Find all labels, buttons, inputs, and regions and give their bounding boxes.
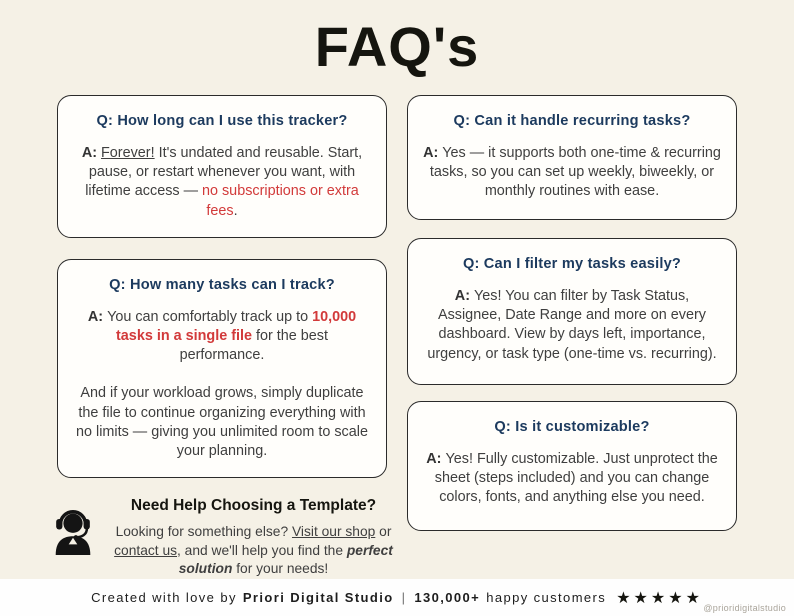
help-body-mid2: , and we'll help you find the [177,542,347,558]
answer-text [423,144,721,202]
answer-paragraph-2: And if your workload grows, simply duplicate the file to continue organizing everything with no limits — giving you unlimited room to scale your planning. [76,385,368,460]
footer-customer-count: 130,000+ [414,590,481,606]
answer-body: Yes — it supports both one-time & recurring tasks, so you can set up weekly, biweekly, or monthly routines with ease. [429,145,721,200]
answer-highlight-red: no subscriptions or extra fees [201,183,359,219]
answer-body: It's undated and reusable. Start, pause, or restart whenever you want, with lifetime access — [85,145,363,200]
help-heading: Need Help Choosing a Template? [130,497,377,515]
answer-body: Yes! You can filter by Task Status, Assignee, Date Range and more on every dashboard. View by days left, importance, urgency, or task type (one-time vs. recurring). [427,288,717,362]
left-column [57,95,393,579]
faq-columns [0,95,794,579]
answer-label: A: [426,451,446,467]
five-star-rating-icon: ★★★★★ [616,589,703,607]
help-emphasis: perfect solution [178,542,393,577]
footer-studio-name: Priori Digital Studio [242,590,394,606]
answer-label: A: [81,145,102,161]
help-body-mid: or [375,524,392,540]
answer-body-end: for the best performance. [179,328,328,364]
answer-text [73,308,371,461]
visit-shop-link[interactable]: Visit our shop [291,524,376,540]
question-text: Q: Can I filter my tasks easily? [462,256,682,272]
page-title: FAQ's [314,15,480,78]
faq-card-task-capacity [57,259,387,478]
answer-body: You can comfortably track up to [107,308,313,325]
answer-label: A: [454,288,474,304]
question-text: Q: How many tasks can I track? [109,276,335,293]
faq-card-usage-duration [57,95,387,238]
answer-text [73,144,371,221]
right-column [407,95,737,579]
social-handle: @prioridigitalstudio [703,603,786,614]
footer-separator: | [401,590,407,606]
question-text: Q: Can it handle recurring tasks? [453,113,691,129]
faq-card-recurring-tasks [407,95,737,220]
help-body-post: for your needs! [232,561,329,577]
help-body [105,523,402,579]
faq-card-filtering [407,238,737,385]
footer-credit-line [91,588,703,608]
answer-body: Yes! Fully customizable. Just unprotect the sheet (steps included) and you can change colors, fonts, and anything else you need. [434,451,718,506]
contact-us-link[interactable]: contact us [114,542,178,558]
headset-support-icon [48,505,98,555]
footer [0,579,794,616]
footer-customers-text: happy customers [486,590,607,606]
answer-text [423,287,721,364]
answer-label: A: [87,308,108,325]
footer-created-text: Created with love by [91,590,237,606]
help-section [57,497,402,579]
answer-underlined-text: Forever! [101,145,155,161]
answer-period: . [233,202,238,219]
answer-text [423,450,721,508]
answer-paragraph-1 [73,308,371,366]
question-text: Q: Is it customizable? [494,419,650,435]
help-body-pre: Looking for something else? [115,524,292,540]
answer-label: A: [423,145,443,161]
answer-highlight-red: 10,000 tasks in a single file [116,308,357,345]
faq-card-customizable [407,401,737,531]
help-text-block [105,497,402,579]
question-text: Q: How long can I use this tracker? [96,113,348,129]
